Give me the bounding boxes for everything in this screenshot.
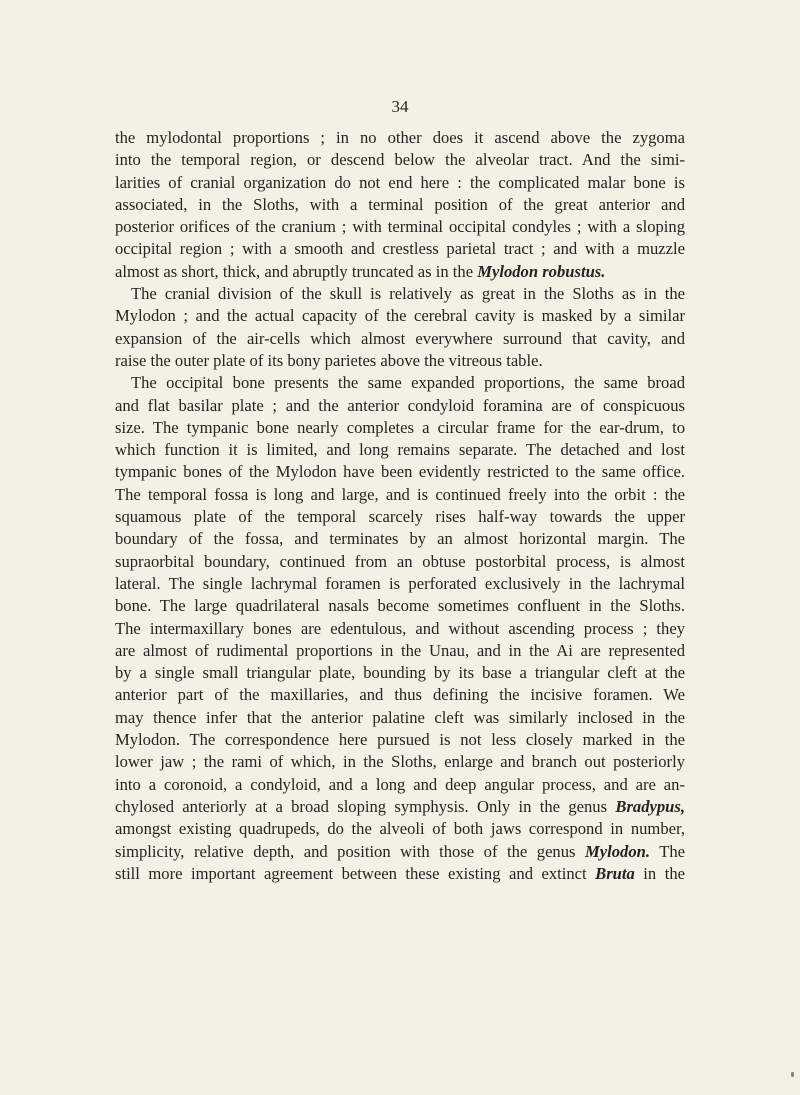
text-segment: into the temporal region, or descend below the alveolar tract. And the simi- [115, 150, 685, 170]
text-segment: anterior part of the maxillaries, and thus defining the incisive foramen. We [115, 685, 685, 705]
text-segment: squamous plate of the temporal scarcely rises half-way towards the upper [115, 507, 685, 527]
text-line [115, 350, 685, 372]
text-line [115, 461, 685, 483]
text-segment: which function it is limited, and long remains separate. The detached and lost [115, 440, 685, 460]
body-text [115, 127, 685, 885]
text-line [115, 618, 685, 640]
text-segment: lower jaw ; the rami of which, in the Sloths, enlarge and branch out posteriorly [115, 752, 685, 772]
text-segment: posterior orifices of the cranium ; with terminal occipital condyles ; with a sloping [115, 217, 685, 237]
text-line [115, 528, 685, 550]
text-segment: boundary of the fossa, and terminates by an almost horizontal margin. The [115, 529, 685, 549]
text-line [115, 194, 685, 216]
text-segment: amongst existing quadrupeds, do the alveoli of both jaws correspond in number, [115, 819, 685, 839]
text-line [115, 305, 685, 327]
text-segment: bone. The large quadrilateral nasals become sometimes confluent in the Sloths. [115, 596, 685, 616]
text-segment: associated, in the Sloths, with a terminal position of the great anterior and [115, 194, 685, 214]
text-segment: in the [634, 863, 685, 883]
text-segment: The occipital bone presents the same expanded proportions, the same broad [131, 373, 685, 393]
text-segment: almost as short, thick, and abruptly truncated as in the [115, 261, 478, 281]
text-segment: Mylodon. The correspondence here pursued is not less closely marked in the [115, 730, 685, 750]
text-segment: The temporal fossa is long and large, and is continued freely into the orbit : the [115, 484, 685, 504]
text-line [115, 774, 685, 796]
text-segment: and flat basilar plate ; and the anterior condyloid foramina are of conspicuous [115, 395, 685, 415]
text-line [115, 818, 685, 840]
italic-term: Mylodon. [585, 841, 650, 861]
text-line [115, 439, 685, 461]
text-line [115, 573, 685, 595]
text-segment: may thence infer that the anterior palatine cleft was similarly inclosed in the [115, 707, 685, 727]
text-segment: Mylodon ; and the actual capacity of the cerebral cavity is masked by a similar [115, 306, 685, 326]
text-segment: occipital region ; with a smooth and crestless parietal tract ; and with a muzzle [115, 239, 685, 259]
text-line [115, 506, 685, 528]
text-segment: tympanic bones of the Mylodon have been evidently restricted to the same office. [115, 462, 685, 482]
text-line [115, 841, 685, 863]
scan-mark [791, 1072, 794, 1077]
text-line [115, 328, 685, 350]
text-segment: into a coronoid, a condyloid, and a long and deep angular process, and are an- [115, 774, 685, 794]
text-segment: larities of cranial organization do not end here : the complicated malar bone is [115, 172, 685, 192]
text-segment: still more important agreement between these existing and extinct [115, 863, 596, 883]
text-segment: lateral. The single lachrymal foramen is perforated exclusively in the lachrymal [115, 573, 685, 593]
text-segment: size. The tympanic bone nearly completes a circular frame for the ear-drum, to [115, 417, 685, 437]
text-segment: expansion of the air-cells which almost everywhere surround that cavity, and [115, 328, 685, 348]
text-line [115, 662, 685, 684]
text-line [115, 238, 685, 260]
text-line [115, 729, 685, 751]
text-line [115, 640, 685, 662]
page-number: 34 [391, 97, 409, 116]
text-segment: the mylodontal proportions ; in no other does it ascend above the zygoma [115, 128, 685, 147]
text-segment: supraorbital boundary, continued from an obtuse postorbital process, is almost [115, 551, 685, 571]
text-line [115, 149, 685, 171]
text-line [115, 372, 685, 394]
text-segment: by a single small triangular plate, bounding by its base a triangular cleft at the [115, 663, 685, 683]
text-line [115, 172, 685, 194]
text-line [115, 127, 685, 149]
text-line [115, 863, 685, 885]
italic-term: Bruta [595, 863, 635, 883]
text-segment: chylosed anteriorly at a broad sloping symphysis. Only in the genus [115, 796, 616, 816]
text-line [115, 751, 685, 773]
text-line [115, 595, 685, 617]
italic-term: Mylodon robustus. [477, 261, 606, 281]
text-segment: The intermaxillary bones are edentulous, and without ascending process ; they [115, 618, 685, 638]
text-segment: raise the outer plate of its bony parietes above the vitreous table. [115, 350, 543, 370]
text-segment: simplicity, relative depth, and position with those of the genus [115, 841, 585, 861]
text-segment: The cranial division of the skull is relatively as great in the Sloths as in the [131, 284, 685, 304]
text-line [115, 395, 685, 417]
text-line [115, 796, 685, 818]
text-segment: are almost of rudimental proportions in the Unau, and in the Ai are represented [115, 640, 685, 660]
text-segment: The [650, 841, 685, 861]
text-line [115, 417, 685, 439]
text-line [115, 261, 685, 283]
italic-term: Bradypus, [615, 796, 685, 816]
text-line [115, 283, 685, 305]
text-line [115, 684, 685, 706]
text-line [115, 707, 685, 729]
text-line [115, 216, 685, 238]
text-line [115, 551, 685, 573]
text-line [115, 484, 685, 506]
